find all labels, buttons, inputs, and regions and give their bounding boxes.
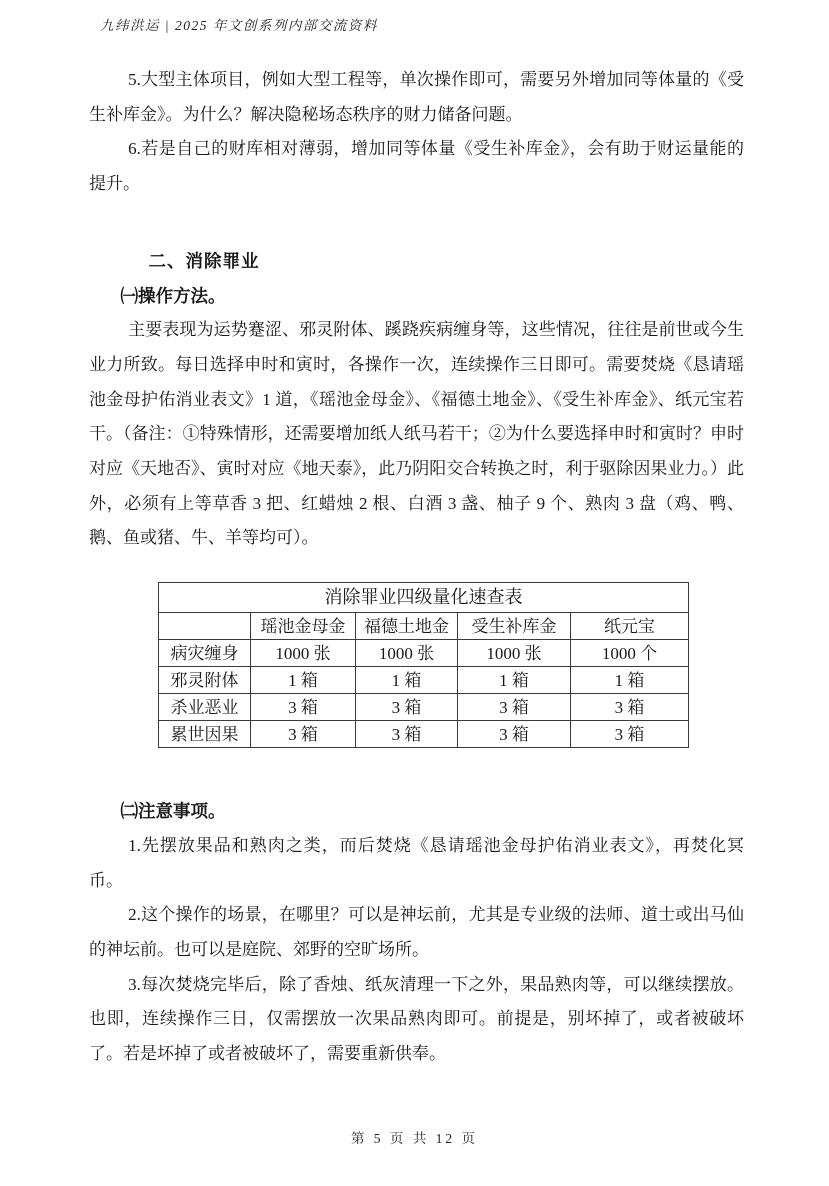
table-cell: 1000 张 xyxy=(251,640,356,667)
table-column-header: 瑶池金母金 xyxy=(251,613,356,640)
document-header xyxy=(89,16,744,36)
table-cell: 3 箱 xyxy=(356,694,458,721)
table-cell: 3 箱 xyxy=(356,721,458,748)
table-column-header: 受生补库金 xyxy=(458,613,571,640)
note-paragraph-3: 3.每次焚烧完毕后，除了香烛、纸灰清理一下之外，果品熟肉等，可以继续摆放。也即，连续操作三日，仅需摆放一次果品熟肉即可。前提是，别坏掉了，或者被破坏了。若是坏掉了或者被破坏了，需要重新供奉。 xyxy=(89,974,744,1064)
table-column-header: 纸元宝 xyxy=(571,613,689,640)
table-column-header xyxy=(159,613,251,640)
table-title: 消除罪业四级量化速查表 xyxy=(159,583,689,613)
quantity-table xyxy=(158,582,689,748)
table-cell: 1000 张 xyxy=(356,640,458,667)
table-cell: 3 箱 xyxy=(251,721,356,748)
table-cell: 1000 张 xyxy=(458,640,571,667)
row-label: 邪灵附体 xyxy=(159,667,251,694)
page-footer xyxy=(0,1127,829,1147)
method-paragraph: 主要表现为运势蹇涩、邪灵附体、蹊跷疾病缠身等，这些情况，往往是前世或今生业力所致。每日选择申时和寅时，各操作一次，连续操作三日即可。需要焚烧《恳请瑶池金母护佑消业表文》1 道，《瑶池金母金》、《福德土地金》、《受生补库金》、纸元宝若干。（备注：①特殊情形，还需要增加纸人纸马若干；②为什么要选择申时和寅时？申时对应《天地否》、寅时对应《地天泰》，此乃阴阳交合转换之时，利于驱除因果业力。）此外，必须有上等草香 3 把、红蜡烛 2 根、白酒 3 盏、柚子 9 个、熟肉 3 盘（鸡、鸭、鹅、鱼或猪、牛、羊等均可）。 xyxy=(89,320,744,548)
method-heading: ㈠操作方法。 xyxy=(120,285,226,306)
table-cell: 1 箱 xyxy=(251,667,356,694)
intro-paragraph-5: 5.大型主体项目，例如大型工程等，单次操作即可，需要另外增加同等体量的《受生补库金》。为什么？解决隐秘场态秩序的财力储备问题。 xyxy=(89,70,744,124)
table-cell: 1 箱 xyxy=(571,667,689,694)
note-paragraph-2: 2.这个操作的场景，在哪里？可以是神坛前，尤其是专业级的法师、道士或出马仙的神坛前。也可以是庭院、郊野的空旷场所。 xyxy=(89,905,744,959)
table-cell: 3 箱 xyxy=(458,694,571,721)
section-heading: 二、消除罪业 xyxy=(148,250,260,271)
document-body xyxy=(89,63,744,1072)
notes-heading: ㈡注意事项。 xyxy=(120,801,226,822)
intro-paragraph-6: 6.若是自己的财库相对薄弱，增加同等体量《受生补库金》，会有助于财运量能的提升。 xyxy=(89,139,744,194)
row-label: 病灾缠身 xyxy=(159,640,251,667)
row-label: 杀业恶业 xyxy=(159,694,251,721)
table-row xyxy=(159,721,689,748)
table-column-header: 福德土地金 xyxy=(356,613,458,640)
page-number: 第 5 页 共 12 页 xyxy=(350,1131,479,1146)
table-cell: 1000 个 xyxy=(571,640,689,667)
table-title-row xyxy=(159,583,689,613)
table-cell: 3 箱 xyxy=(571,694,689,721)
table-cell: 3 箱 xyxy=(458,721,571,748)
table-cell: 3 箱 xyxy=(571,721,689,748)
table-header-row xyxy=(159,613,689,640)
table-row xyxy=(159,640,689,667)
table-cell: 3 箱 xyxy=(251,694,356,721)
table-cell: 1 箱 xyxy=(458,667,571,694)
header-title: 九纬洪运 | 2025 年文创系列内部交流资料 xyxy=(100,18,378,33)
table-cell: 1 箱 xyxy=(356,667,458,694)
table-row xyxy=(159,667,689,694)
note-paragraph-1: 1.先摆放果品和熟肉之类，而后焚烧《恳请瑶池金母护佑消业表文》，再焚化冥币。 xyxy=(89,835,744,890)
row-label: 累世因果 xyxy=(159,721,251,748)
table-row xyxy=(159,694,689,721)
